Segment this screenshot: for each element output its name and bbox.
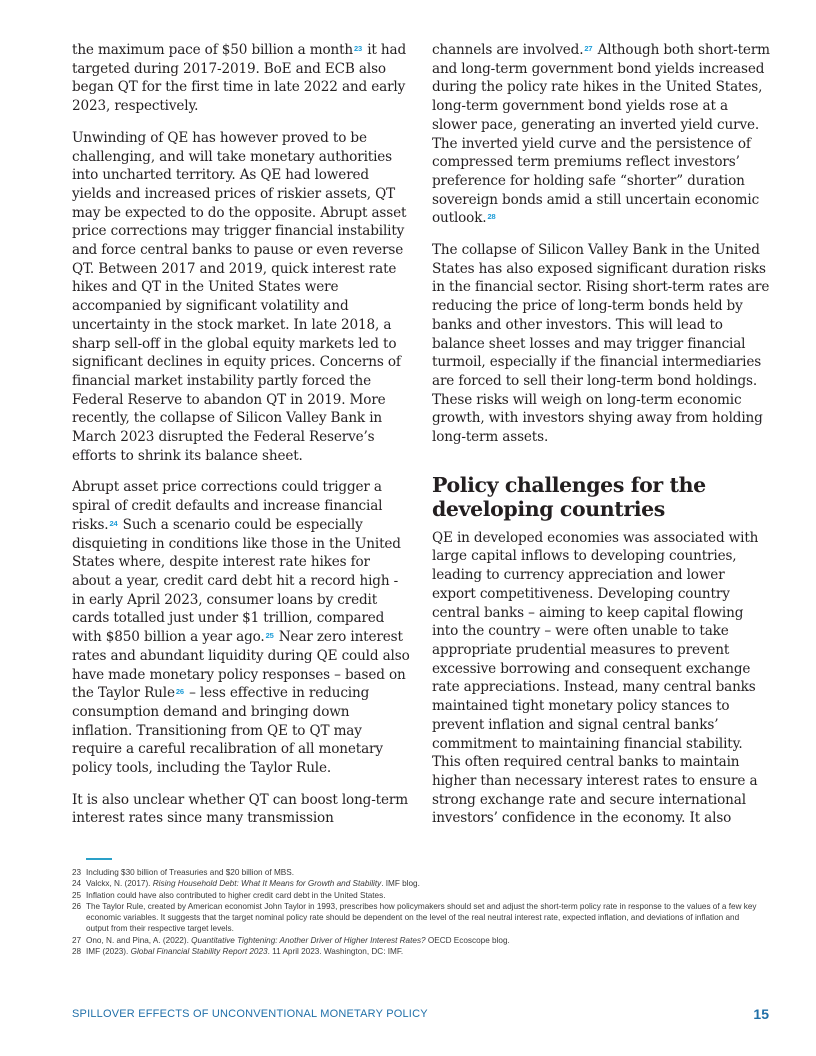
citation-title: Rising Household Debt: What It Means for Growth and Stability	[152, 879, 382, 889]
footnote-ref-25[interactable]: 25	[265, 631, 274, 641]
text-run: Abrupt asset price corrections could trigger a spiral of credit defaults and increase financial risks.	[72, 479, 383, 533]
page-number: 15	[753, 1006, 769, 1022]
footnote-ref-28[interactable]: 28	[487, 212, 496, 222]
citation-source: . IMF blog.	[381, 879, 420, 889]
footnote-divider	[86, 858, 112, 860]
citation-author: Valckx, N. (2017).	[86, 879, 153, 889]
citation-title: Quantitative Tightening: Another Driver of Higher Interest Rates?	[191, 935, 426, 945]
footnote-number: 24	[72, 879, 82, 889]
footnote-text: Inflation could have also contributed to higher credit card debt in the United States.	[86, 890, 386, 900]
paragraph: Unwinding of QE has however proved to be challenging, and will take monetary authorities into uncharted territory. As QE had lowered yields and increased prices of riskier assets, QT may be expected to do the opposite. Abrupt asset price corrections may trigger financial instability and force central banks to pause or even reverse QT. Between 2017 and 2019, quick interest rate hikes and QT in the United States were accompanied by significant volatility and uncertainty in the stock market. In late 2018, a sharp sell-off in the global equity markets led to significant declines in equity prices. Concerns of financial market instability partly forced the Federal Reserve to abandon QT in 2019. More recently, the collapse of Silicon Valley Bank in March 2023 disrupted the Federal Reserve’s efforts to shrink its balance sheet.	[72, 129, 407, 464]
page-footer	[72, 1006, 769, 1022]
paragraph: It is also unclear whether QT can boost long-term interest rates since many transmission	[72, 791, 408, 827]
text-run: it had targeted during 2017-2019. BoE and ECB also began QT for the first time in late 2022 and early 2023, respectively.	[72, 42, 407, 115]
text-run: Such a scenario could be especially disquieting in conditions like those in the United States where, despite interest rate hikes for about a year, credit card debt hit a record high - in early April 2023, consumer loans by credit cards totalled just under $1 trillion, compared with $850 billion a year ago.	[72, 516, 401, 646]
footnote-text	[86, 935, 762, 946]
text-run: the maximum pace of $50 billion a month	[72, 42, 354, 58]
footnote-23	[72, 867, 762, 878]
citation-source: . 11 April 2023. Washington, DC: IMF.	[267, 947, 404, 957]
section-heading: Policy challenges for the developing countries	[432, 472, 706, 521]
footnote-25	[72, 890, 762, 901]
paragraph	[72, 41, 412, 116]
citation-author: IMF (2023).	[86, 947, 131, 957]
left-column	[72, 41, 412, 841]
footnote-text: Including $30 billion of Treasuries and $20 billion of MBS.	[86, 868, 294, 877]
footnote-number: 26	[72, 901, 82, 911]
footnote-ref-24[interactable]: 24	[109, 518, 118, 528]
text-run: Near zero interest rates and abundant liquidity during QE could also have made monetary policy responses – based on the Taylor Rule	[72, 629, 410, 702]
paragraph: QE in developed economies was associated with large capital inflows to developing countries, leading to currency appreciation and lower export competitiveness. Developing country central banks – aiming to keep capital flowing into the country – were often unable to take appropriate prudential measures to prevent excessive borrowing and consequent exchange rate appreciations. Instead, many central banks maintained tight monetary policy stances to prevent inflation and signal central banks’ commitment to maintaining financial stability. This often required central banks to maintain higher than necessary interest rates to ensure a strong exchange rate and secure international investors’ confidence in the economy. It also	[432, 529, 759, 827]
footnote-ref-23[interactable]: 23	[354, 44, 363, 53]
footnote-27	[72, 935, 762, 946]
footnote-text	[86, 946, 762, 957]
footnote-26	[72, 901, 762, 935]
right-column	[432, 41, 772, 841]
footnote-number: 23	[72, 868, 82, 877]
footnote-ref-26[interactable]: 26	[175, 687, 184, 697]
footnote-24	[72, 878, 762, 889]
text-run: Although both short-term and long-term government bond yields increased during the policy rate hikes in the United States, long-term government bond yields rose at a slower pace, generating an inverted yield curve. The inverted yield curve and the persistence of compressed term premiums reflect investors’ preference for holding safe “shorter” duration sovereign bonds amid a still uncertain economic outlook.	[432, 42, 770, 227]
citation-source: OECD Ecoscope blog.	[425, 935, 510, 945]
citation-author: Ono, N. and Pina, A. (2022).	[86, 935, 192, 945]
footnote-text	[86, 878, 762, 889]
running-title: SPILLOVER EFFECTS OF UNCONVENTIONAL MONETARY POLICY	[72, 1008, 428, 1020]
footnotes	[72, 867, 762, 957]
citation-title: Global Financial Stability Report 2023	[130, 947, 268, 957]
footnote-number: 25	[72, 890, 82, 900]
paragraph	[72, 478, 412, 777]
paragraph: The collapse of Silicon Valley Bank in the United States has also exposed significant duration risks in the financial sector. Rising short-term rates are reducing the price of long-term bonds held by banks and other investors. This will lead to balance sheet losses and may trigger financial turmoil, especially if the financial intermediaries are forced to sell their long-term bond holdings. These risks will weigh on long-term economic growth, with investors shying away from holding long-term assets.	[432, 242, 770, 446]
footnote-ref-27[interactable]: 27	[584, 44, 593, 53]
text-run: – less effective in reducing consumption demand and bringing down inflation. Transitioning from QE to QT may require a careful recalibration of all monetary policy tools, including the Taylor Rule.	[72, 685, 383, 777]
text-run: channels are involved.	[432, 42, 584, 58]
footnote-28	[72, 946, 762, 957]
paragraph	[432, 41, 772, 228]
footnote-number: 28	[72, 947, 82, 957]
footnote-text: The Taylor Rule, created by American economist John Taylor in 1993, prescribes how policymakers should set and adjust the short-term policy rate in response to the values of a few key economic variables. It suggests that the target nominal policy rate should be dependent on the level of the real neutral interest rate, expected inflation, and deviations of inflation and output from their respective target levels.	[86, 901, 757, 934]
footnote-number: 27	[72, 935, 82, 945]
